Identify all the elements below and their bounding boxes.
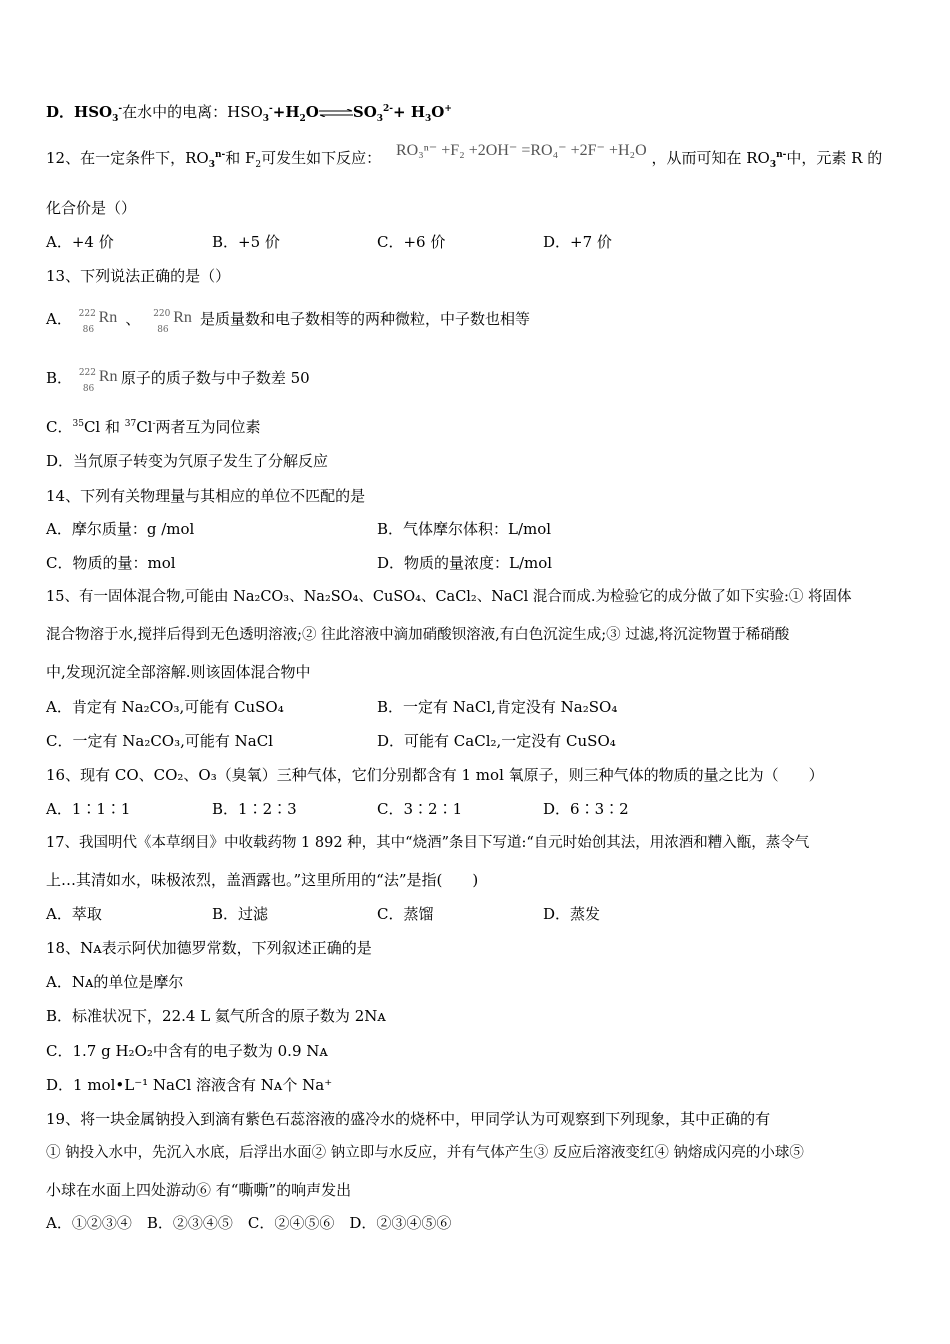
q12-stem-line2: 化合价是（）: [46, 199, 137, 217]
q17-option-d[interactable]: D．蒸发: [543, 905, 601, 923]
q13-option-a[interactable]: A． 222 86 Rn 、 220 86 Rn 是质量数和电子数相等的两种微粒，中子数也相等: [46, 309, 530, 335]
q15-stem-line2: 混合物溶于水,搅拌后得到无色透明溶液;② 往此溶液中滴加硝酸钡溶液,有白色沉淀生成;③ 过滤,将沉淀物置于稀硝酸: [46, 627, 790, 643]
q17-option-c[interactable]: C．蒸馏: [377, 905, 434, 923]
q15-option-a[interactable]: A．肯定有 Na₂CO₃,可能有 CuSO₄: [46, 698, 284, 716]
q16-stem: 16、现有 CO、CO₂、O₃（臭氧）三种气体，它们分别都含有 1 mol 氧原子，则三种气体的物质的量之比为（ ）: [46, 766, 824, 784]
q11-option-d: D．$HSO_3^-$在水中的电离：$HSO_3^-+H_2O$ $SO_3^{2-}+ H_3O^+$: [46, 103, 452, 124]
q14-option-a[interactable]: A．摩尔质量：g /mol: [46, 520, 195, 538]
q18-option-d[interactable]: D．1 mol•L⁻¹ NaCl 溶液含有 Nᴀ个 Na⁺: [46, 1076, 333, 1094]
q12-option-a[interactable]: A．+4 价: [46, 233, 114, 251]
q15-stem-line1: 15、有一固体混合物,可能由 Na₂CO₃、Na₂SO₄、CuSO₄、CaCl₂、NaCl 混合而成.为检验它的成分做了如下实验:① 将固体: [46, 589, 852, 605]
q13-option-c[interactable]: C．$^{35}$Cl 和 $^{37}$Cl-两者互为同位素: [46, 418, 261, 436]
q12-option-d[interactable]: D．+7 价: [543, 233, 612, 251]
q15-stem-line3: 中,发现沉淀全部溶解.则该固体混合物中: [46, 663, 311, 681]
radon-222-nuclide: 222 86 Rn: [78, 368, 118, 394]
q17-stem-line1: 17、我国明代《本草纲目》中收载药物 1 892 种，其中“烧酒”条目下写道:“自元时始创其法，用浓酒和糟入甑，蒸令气: [46, 835, 810, 851]
q16-option-a[interactable]: A．1∶1∶1: [46, 800, 131, 818]
q18-option-a[interactable]: A．Nᴀ的单位是摩尔: [46, 973, 184, 991]
q14-option-c[interactable]: C．物质的量：mol: [46, 554, 176, 572]
q12-stem: 12、在一定条件下，$RO_3^{n-}$和 $F_2$可发生如下反应： RO₃ⁿ⁻ +F₂ +2OH⁻ =RO₄⁻ +2F⁻ +H₂O ，从而可知在 $RO_3^{n-}$中，元素 R 的: [46, 142, 883, 170]
q12-option-b[interactable]: B．+5 价: [212, 233, 280, 251]
q17-option-a[interactable]: A．萃取: [46, 905, 102, 923]
q15-option-d[interactable]: D．可能有 CaCl₂,一定没有 CuSO₄: [377, 732, 616, 750]
q13-option-d[interactable]: D．当氘原子转变为氕原子发生了分解反应: [46, 452, 329, 470]
reaction-equation: RO₃ⁿ⁻ +F₂ +2OH⁻ =RO₄⁻ +2F⁻ +H₂O: [395, 142, 647, 159]
q18-stem: 18、Nᴀ表示阿伏加德罗常数，下列叙述正确的是: [46, 939, 372, 957]
equilibrium-arrow-icon: [319, 109, 353, 117]
q19-options[interactable]: A．①②③④ B．②③④⑤ C．②④⑤⑥ D．②③④⑤⑥: [46, 1214, 452, 1232]
q15-option-b[interactable]: B．一定有 NaCl,肯定没有 Na₂SO₄: [377, 698, 618, 716]
q14-stem: 14、下列有关物理量与其相应的单位不匹配的是: [46, 487, 366, 505]
q16-option-d[interactable]: D．6∶3∶2: [543, 800, 629, 818]
q16-option-b[interactable]: B．1∶2∶3: [212, 800, 297, 818]
radon-220-nuclide: 220 86 Rn: [153, 309, 192, 335]
q18-option-b[interactable]: B．标准状况下，22.4 L 氦气所含的原子数为 2Nᴀ: [46, 1007, 386, 1025]
q19-stem-line2: ① 钠投入水中，先沉入水底，后浮出水面② 钠立即与水反应，并有气体产生③ 反应后溶液变红④ 钠熔成闪亮的小球⑤: [46, 1145, 804, 1161]
q17-option-b[interactable]: B．过滤: [212, 905, 269, 923]
q14-option-b[interactable]: B．气体摩尔体积：L/mol: [377, 520, 552, 538]
q18-option-c[interactable]: C．1.7 g H₂O₂中含有的电子数为 0.9 Nᴀ: [46, 1042, 328, 1060]
q17-stem-line2: 上…其清如水，味极浓烈，盖酒露也。”这里所用的“法”是指( ): [46, 871, 479, 889]
q19-stem: 19、将一块金属钠投入到滴有紫色石蕊溶液的盛冷水的烧杯中，甲同学认为可观察到下列现象，其中正确的有: [46, 1110, 771, 1128]
q15-option-c[interactable]: C．一定有 Na₂CO₃,可能有 NaCl: [46, 732, 273, 750]
q12-option-c[interactable]: C．+6 价: [377, 233, 446, 251]
q13-stem: 13、下列说法正确的是（）: [46, 267, 231, 285]
radon-222-nuclide: 222 86 Rn: [78, 309, 118, 335]
q13-option-b[interactable]: B． 222 86 Rn 原子的质子数与中子数差 50: [46, 368, 310, 394]
q19-stem-line3: 小球在水面上四处游动⑥ 有“嘶嘶”的响声发出: [46, 1181, 352, 1199]
q16-option-c[interactable]: C．3∶2∶1: [377, 800, 463, 818]
q14-option-d[interactable]: D．物质的量浓度：L/mol: [377, 554, 553, 572]
